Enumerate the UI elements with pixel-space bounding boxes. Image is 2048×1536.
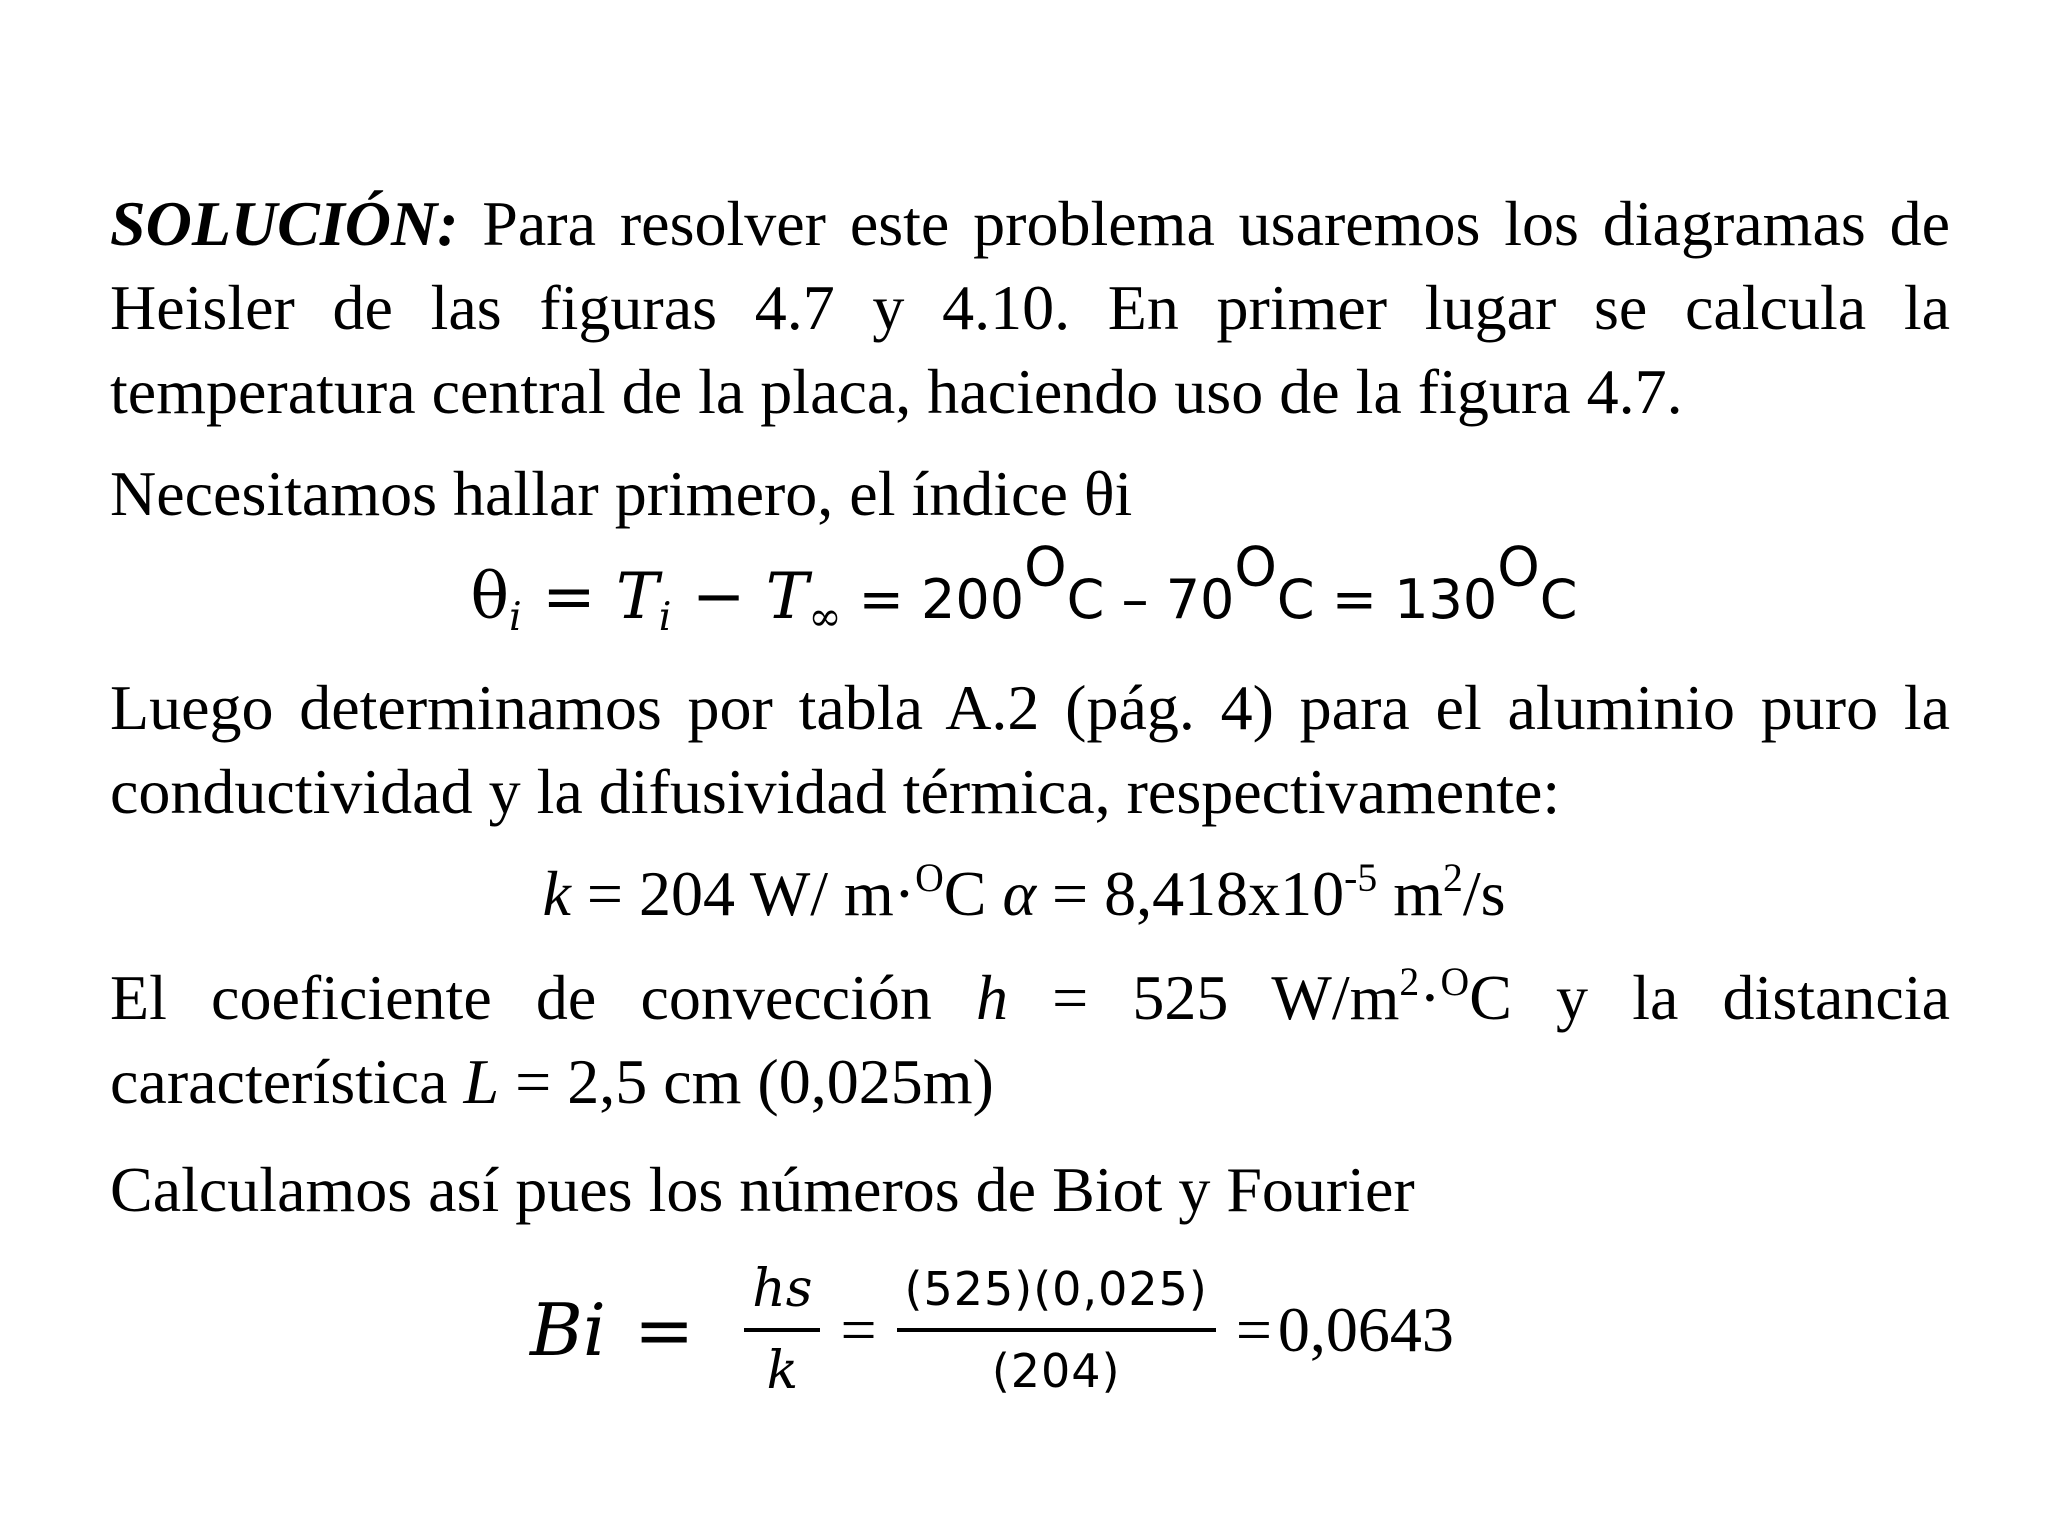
fraction-denominator: k [766,1341,799,1401]
equals-sign: = [1235,1294,1272,1365]
degree-mark: O [1234,535,1277,599]
t-initial: T [616,560,659,634]
step3-line2 [110,1040,1950,1124]
theta-rhs-2: C – 70 [1066,568,1235,631]
step4-text: Calculamos así pues los números de Biot y Fourier [110,1154,1415,1225]
theta-rhs-3: C = 130 [1276,568,1498,631]
solution-label: SOLUCIÓN: [110,188,459,259]
k-symbol: k [542,858,571,929]
fraction-numerator: (525)(0,025) [904,1262,1208,1316]
theta-symbol: θ [470,560,510,634]
t-initial-subscript: i [658,593,672,640]
step1-text: Necesitamos hallar primero, el índice θi [110,458,1133,529]
degree-mark: O [1497,535,1540,599]
alpha-exponent: -5 [1344,856,1378,901]
step2-paragraph: Luego determinamos por tabla A.2 (pág. 4) para el aluminio puro la conductividad y la difusividad térmica, respectivamente: [110,672,1950,827]
fraction-bar [897,1328,1216,1332]
step3-line1 [110,956,1950,1040]
minus-sign: − [671,560,766,634]
t-infinity: T [765,560,809,634]
properties-equation [0,852,2048,936]
fraction-denominator: (204) [991,1344,1121,1398]
equals-sign: = [521,560,617,634]
squared-mark: 2 [1399,960,1420,1005]
l-symbol: L [463,1046,500,1117]
biot-result: 0,0643 [1277,1294,1454,1365]
dot-operator: · [1419,962,1441,1033]
equals-sign: = [840,1294,877,1365]
alpha-unit: m [1377,858,1443,929]
intro-paragraph [110,182,1950,434]
intro-text: Para resolver este problema usaremos los diagramas de Heisler de las figuras 4.7 y 4.10. En primer lugar se calcula la temperatura central de la placa, haciendo uso de la figura 4.7. [110,188,1950,427]
biot-definition-fraction [744,1256,820,1404]
t-infinity-subscript: ∞ [808,593,842,640]
alpha-value: = 8,418x10 [1036,858,1345,929]
l-value: = 2,5 cm (0,025m) [499,1046,994,1117]
h-value: = 525 W/m [1008,962,1400,1033]
alpha-unit-tail: /s [1462,858,1506,929]
biot-values-fraction [897,1256,1216,1404]
degree-mark: O [915,856,944,901]
characteristic-text: característica [110,1046,464,1117]
alpha-symbol: α [1002,858,1037,929]
biot-symbol: Bi [530,1288,606,1372]
theta-rhs-1: = 200 [841,568,1025,631]
squared-mark: 2 [1442,856,1463,901]
equals-sign: = [633,1288,695,1372]
convection-text: El coeficiente de convección [110,962,976,1033]
degree-mark: O [1024,535,1067,599]
degree-mark: O [1440,960,1470,1005]
fraction-bar [744,1328,820,1332]
distance-text: C y la distancia [1469,962,1950,1033]
fraction-numerator: hs [752,1259,813,1319]
theta-equation [0,535,2048,642]
h-symbol: h [976,962,1008,1033]
biot-equation [530,1245,1454,1415]
theta-rhs-4: C [1539,568,1578,631]
k-unit: C [943,858,1003,929]
k-value: = 204 W/ m· [570,858,916,929]
theta-subscript: i [509,593,522,640]
